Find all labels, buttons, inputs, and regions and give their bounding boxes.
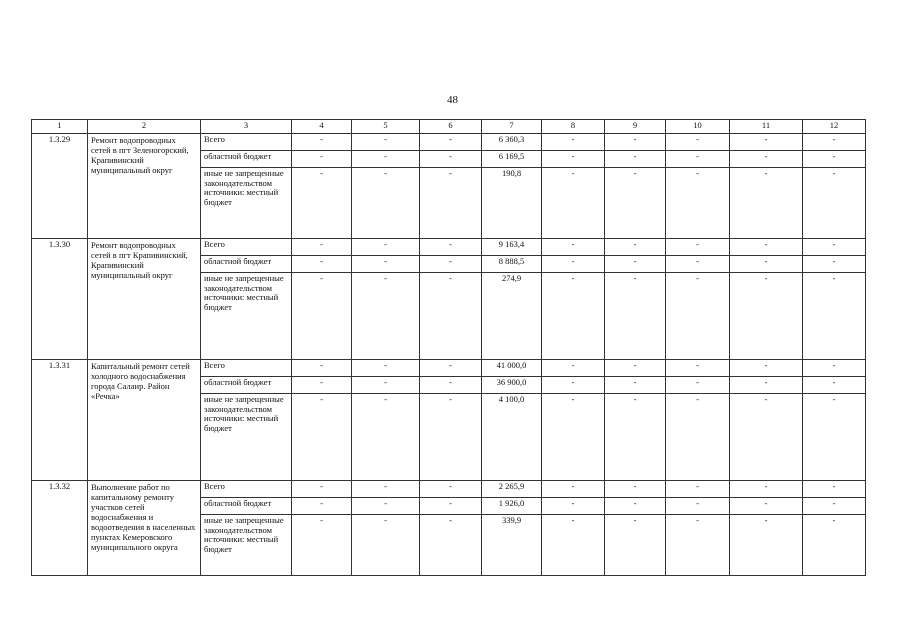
- header-cell: 6: [420, 120, 482, 134]
- value-cell: 2 265,9: [482, 481, 542, 498]
- value-cell: -: [420, 377, 482, 394]
- value-cell: -: [352, 394, 420, 481]
- value-cell: -: [420, 273, 482, 360]
- value-cell: -: [542, 168, 605, 239]
- header-cell: 9: [605, 120, 666, 134]
- value-cell: -: [605, 394, 666, 481]
- value-cell: -: [420, 498, 482, 515]
- value-cell: -: [605, 481, 666, 498]
- value-cell: -: [352, 168, 420, 239]
- header-cell: 8: [542, 120, 605, 134]
- value-cell: -: [292, 239, 352, 256]
- row-name: Выполнение работ по капитальному ремонту участков сетей водоснабжения и водоотведения в населенных пунктах Кемеровского муниципального округа: [88, 481, 201, 576]
- value-cell: -: [352, 498, 420, 515]
- value-cell: 9 163,4: [482, 239, 542, 256]
- row-code: 1.3.30: [32, 239, 88, 360]
- funding-source: Всего: [201, 360, 292, 377]
- value-cell: -: [666, 515, 730, 576]
- value-cell: -: [605, 377, 666, 394]
- page-number: 48: [447, 94, 458, 106]
- value-cell: -: [542, 377, 605, 394]
- value-cell: 36 900,0: [482, 377, 542, 394]
- value-cell: 6 169,5: [482, 151, 542, 168]
- value-cell: -: [666, 394, 730, 481]
- value-cell: -: [730, 515, 803, 576]
- value-cell: -: [803, 481, 866, 498]
- value-cell: -: [420, 515, 482, 576]
- value-cell: -: [352, 273, 420, 360]
- value-cell: -: [605, 239, 666, 256]
- value-cell: -: [420, 481, 482, 498]
- table-row: [32, 360, 866, 377]
- value-cell: -: [730, 394, 803, 481]
- value-cell: -: [420, 239, 482, 256]
- value-cell: -: [803, 168, 866, 239]
- header-cell: 5: [352, 120, 420, 134]
- value-cell: -: [605, 515, 666, 576]
- value-cell: -: [666, 360, 730, 377]
- value-cell: 8 888,5: [482, 256, 542, 273]
- funding-source: иные не запрещенные законодательством источники: местный бюджет: [201, 515, 292, 576]
- value-cell: -: [803, 377, 866, 394]
- value-cell: -: [352, 515, 420, 576]
- value-cell: -: [730, 481, 803, 498]
- value-cell: 41 000,0: [482, 360, 542, 377]
- value-cell: -: [420, 256, 482, 273]
- value-cell: -: [730, 498, 803, 515]
- row-code: 1.3.31: [32, 360, 88, 481]
- table-row: [32, 134, 866, 151]
- value-cell: -: [730, 360, 803, 377]
- funding-source: иные не запрещенные законодательством источники: местный бюджет: [201, 273, 292, 360]
- value-cell: -: [542, 360, 605, 377]
- value-cell: -: [352, 360, 420, 377]
- value-cell: -: [542, 394, 605, 481]
- value-cell: 339,9: [482, 515, 542, 576]
- value-cell: -: [292, 273, 352, 360]
- value-cell: 6 360,3: [482, 134, 542, 151]
- header-cell: 3: [201, 120, 292, 134]
- funding-source: Всего: [201, 134, 292, 151]
- budget-table: [31, 119, 866, 576]
- value-cell: -: [352, 481, 420, 498]
- value-cell: -: [605, 134, 666, 151]
- value-cell: -: [420, 151, 482, 168]
- header-cell: 1: [32, 120, 88, 134]
- value-cell: -: [803, 151, 866, 168]
- value-cell: -: [542, 515, 605, 576]
- value-cell: -: [730, 134, 803, 151]
- value-cell: 190,8: [482, 168, 542, 239]
- table-row: [32, 239, 866, 256]
- value-cell: -: [803, 256, 866, 273]
- value-cell: -: [352, 256, 420, 273]
- value-cell: -: [542, 134, 605, 151]
- header-cell: 11: [730, 120, 803, 134]
- value-cell: -: [605, 151, 666, 168]
- value-cell: -: [730, 168, 803, 239]
- value-cell: 1 926,0: [482, 498, 542, 515]
- value-cell: -: [542, 498, 605, 515]
- value-cell: -: [666, 273, 730, 360]
- value-cell: -: [730, 239, 803, 256]
- value-cell: -: [352, 151, 420, 168]
- funding-source: иные не запрещенные законодательством источники: местный бюджет: [201, 168, 292, 239]
- value-cell: -: [292, 360, 352, 377]
- value-cell: -: [803, 239, 866, 256]
- value-cell: -: [803, 360, 866, 377]
- value-cell: -: [605, 360, 666, 377]
- value-cell: -: [730, 256, 803, 273]
- value-cell: -: [803, 394, 866, 481]
- row-name: Ремонт водопроводных сетей в пгт Зеленогорский, Крапивинский муниципальный округ: [88, 134, 201, 239]
- value-cell: -: [730, 273, 803, 360]
- value-cell: -: [420, 394, 482, 481]
- table-row: [32, 481, 866, 498]
- value-cell: -: [542, 273, 605, 360]
- value-cell: -: [352, 134, 420, 151]
- header-row: [32, 120, 866, 134]
- row-code: 1.3.29: [32, 134, 88, 239]
- value-cell: -: [666, 377, 730, 394]
- value-cell: -: [542, 481, 605, 498]
- value-cell: -: [542, 239, 605, 256]
- header-cell: 7: [482, 120, 542, 134]
- row-name: Ремонт водопроводных сетей в пгт Крапивинский, Крапивинский муниципальный округ: [88, 239, 201, 360]
- value-cell: -: [292, 498, 352, 515]
- funding-source: областной бюджет: [201, 498, 292, 515]
- value-cell: -: [420, 360, 482, 377]
- funding-source: областной бюджет: [201, 377, 292, 394]
- table-body: [32, 120, 866, 576]
- value-cell: -: [730, 151, 803, 168]
- value-cell: -: [420, 134, 482, 151]
- value-cell: -: [730, 377, 803, 394]
- row-name: Капитальный ремонт сетей холодного водоснабжения города Салаир. Район «Речка»: [88, 360, 201, 481]
- funding-source: областной бюджет: [201, 151, 292, 168]
- funding-source: областной бюджет: [201, 256, 292, 273]
- value-cell: -: [292, 394, 352, 481]
- header-cell: 10: [666, 120, 730, 134]
- header-cell: 4: [292, 120, 352, 134]
- row-code: 1.3.32: [32, 481, 88, 576]
- value-cell: -: [292, 377, 352, 394]
- value-cell: -: [542, 151, 605, 168]
- value-cell: -: [542, 256, 605, 273]
- value-cell: -: [605, 256, 666, 273]
- value-cell: -: [292, 515, 352, 576]
- value-cell: -: [666, 239, 730, 256]
- value-cell: -: [666, 168, 730, 239]
- value-cell: -: [292, 256, 352, 273]
- value-cell: -: [605, 498, 666, 515]
- value-cell: -: [292, 151, 352, 168]
- value-cell: -: [666, 151, 730, 168]
- value-cell: -: [803, 515, 866, 576]
- value-cell: -: [292, 134, 352, 151]
- value-cell: -: [605, 168, 666, 239]
- value-cell: -: [352, 239, 420, 256]
- value-cell: -: [666, 256, 730, 273]
- value-cell: -: [292, 481, 352, 498]
- value-cell: 4 100,0: [482, 394, 542, 481]
- value-cell: -: [803, 273, 866, 360]
- value-cell: -: [666, 134, 730, 151]
- value-cell: -: [605, 273, 666, 360]
- funding-source: иные не запрещенные законодательством источники: местный бюджет: [201, 394, 292, 481]
- value-cell: -: [803, 498, 866, 515]
- value-cell: -: [420, 168, 482, 239]
- value-cell: -: [666, 498, 730, 515]
- value-cell: -: [292, 168, 352, 239]
- header-cell: 12: [803, 120, 866, 134]
- value-cell: 274,9: [482, 273, 542, 360]
- value-cell: -: [803, 134, 866, 151]
- value-cell: -: [666, 481, 730, 498]
- funding-source: Всего: [201, 481, 292, 498]
- header-cell: 2: [88, 120, 201, 134]
- value-cell: -: [352, 377, 420, 394]
- funding-source: Всего: [201, 239, 292, 256]
